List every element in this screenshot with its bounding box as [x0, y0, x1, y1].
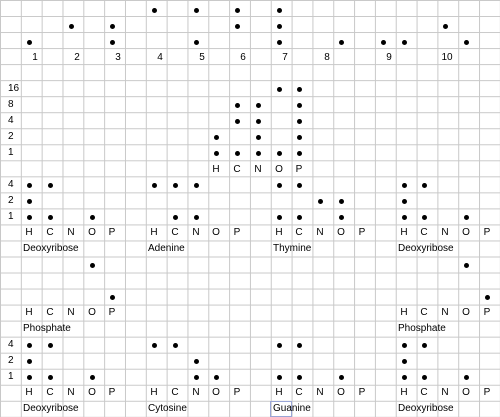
axis-letter: P [233, 227, 241, 238]
dot-marker [173, 215, 178, 220]
dot-marker [402, 40, 407, 45]
dot-marker [402, 343, 407, 348]
dot-marker [173, 183, 178, 188]
dot-marker [422, 343, 427, 348]
dot-marker [297, 119, 302, 124]
dot-marker [297, 375, 302, 380]
dot-marker [297, 135, 302, 140]
axis-letter: H [150, 387, 158, 398]
dot-marker [464, 263, 469, 268]
dot-marker [214, 151, 219, 156]
dot-marker [277, 215, 282, 220]
column-number: 6 [240, 52, 246, 63]
dot-marker [235, 103, 240, 108]
row-label: 1 [8, 211, 14, 222]
dot-marker [48, 375, 53, 380]
dot-marker [48, 183, 53, 188]
axis-letter: P [483, 387, 491, 398]
axis-letter: H [25, 227, 33, 238]
dot-marker [422, 375, 427, 380]
dot-marker [297, 215, 302, 220]
dot-marker [277, 151, 282, 156]
dot-marker [27, 375, 32, 380]
dot-marker [297, 183, 302, 188]
molecule-label-deoxyribose: Deoxyribose [398, 243, 454, 254]
dot-marker [90, 263, 95, 268]
dot-marker [214, 135, 219, 140]
dot-marker [27, 359, 32, 364]
dot-marker [464, 215, 469, 220]
dot-marker [339, 375, 344, 380]
axis-letter: P [358, 227, 366, 238]
dot-marker [110, 295, 115, 300]
row-label: 1 [8, 147, 14, 158]
dot-marker [235, 24, 240, 29]
axis-letter: C [46, 387, 54, 398]
axis-letter: C [233, 164, 241, 175]
row-label: 4 [8, 115, 14, 126]
axis-letter: P [358, 387, 366, 398]
axis-letter: O [337, 387, 345, 398]
dot-marker [152, 183, 157, 188]
row-label: 2 [8, 355, 14, 366]
dot-marker [69, 24, 74, 29]
axis-letter: H [25, 387, 33, 398]
molecule-label-phosphate: Phosphate [23, 323, 71, 334]
axis-letter: O [212, 227, 220, 238]
molecule-label-adenine: Adenine [148, 243, 185, 254]
axis-letter: H [275, 227, 283, 238]
dot-marker [422, 215, 427, 220]
axis-letter: C [171, 227, 179, 238]
axis-letter: P [233, 387, 241, 398]
dot-marker [27, 215, 32, 220]
dot-marker [464, 40, 469, 45]
dot-marker [443, 24, 448, 29]
dot-marker [194, 375, 199, 380]
dot-marker [235, 8, 240, 13]
dot-marker [277, 40, 282, 45]
axis-letter: C [46, 307, 54, 318]
axis-letter: C [171, 387, 179, 398]
dot-marker [110, 40, 115, 45]
axis-letter: N [316, 227, 324, 238]
axis-letter: C [420, 227, 428, 238]
axis-letter: O [88, 387, 96, 398]
dot-marker [402, 199, 407, 204]
dot-marker [381, 40, 386, 45]
axis-letter: P [483, 307, 491, 318]
axis-letter: O [462, 307, 470, 318]
axis-letter: N [316, 387, 324, 398]
dot-marker [194, 8, 199, 13]
dot-marker [277, 375, 282, 380]
molecule-label-guanine: Guanine [273, 403, 311, 414]
dot-marker [402, 375, 407, 380]
column-number: 9 [386, 52, 392, 63]
dot-marker [402, 215, 407, 220]
row-label: 4 [8, 179, 14, 190]
dot-marker [422, 183, 427, 188]
column-number: 1 [32, 52, 38, 63]
axis-letter: O [462, 387, 470, 398]
axis-letter: C [295, 227, 303, 238]
dot-marker [90, 375, 95, 380]
axis-letter: N [67, 307, 75, 318]
axis-letter: O [462, 227, 470, 238]
axis-letter: P [483, 227, 491, 238]
axis-letter: H [275, 387, 283, 398]
axis-letter: P [108, 307, 116, 318]
axis-letter: H [25, 307, 33, 318]
molecule-label-thymine: Thymine [273, 243, 312, 254]
molecule-label-deoxyribose: Deoxyribose [23, 243, 79, 254]
row-label: 2 [8, 195, 14, 206]
dot-marker [339, 40, 344, 45]
dot-marker [235, 151, 240, 156]
dot-marker [152, 8, 157, 13]
axis-letter: N [441, 227, 449, 238]
dot-marker [297, 151, 302, 156]
dot-marker [48, 343, 53, 348]
axis-letter: C [295, 387, 303, 398]
dot-marker [402, 359, 407, 364]
dot-marker [173, 343, 178, 348]
dot-marker [214, 375, 219, 380]
axis-letter: H [400, 387, 408, 398]
column-number: 4 [157, 52, 163, 63]
dot-marker [194, 359, 199, 364]
dot-marker [110, 24, 115, 29]
dot-marker [339, 199, 344, 204]
row-label: 4 [8, 339, 14, 350]
axis-letter: N [67, 387, 75, 398]
axis-letter: N [441, 387, 449, 398]
axis-letter: P [108, 227, 116, 238]
axis-letter: O [88, 307, 96, 318]
dot-marker [277, 87, 282, 92]
dot-marker [402, 183, 407, 188]
dot-marker [27, 183, 32, 188]
dot-marker [256, 135, 261, 140]
axis-letter: N [254, 164, 262, 175]
axis-letter: P [108, 387, 116, 398]
axis-letter: O [337, 227, 345, 238]
axis-letter: H [150, 227, 158, 238]
dot-marker [235, 119, 240, 124]
axis-letter: N [441, 307, 449, 318]
dot-marker [90, 215, 95, 220]
column-number: 3 [115, 52, 121, 63]
axis-letter: O [275, 164, 283, 175]
column-number: 10 [441, 52, 453, 63]
axis-letter: H [212, 164, 220, 175]
axis-letter: C [420, 307, 428, 318]
axis-letter: P [295, 164, 303, 175]
dot-marker [318, 199, 323, 204]
column-number: 5 [199, 52, 205, 63]
dot-marker [194, 215, 199, 220]
axis-letter: O [88, 227, 96, 238]
dot-marker [277, 343, 282, 348]
dot-marker [194, 40, 199, 45]
column-number: 7 [282, 52, 288, 63]
dot-marker [464, 375, 469, 380]
dot-marker [48, 215, 53, 220]
axis-letter: H [400, 227, 408, 238]
molecule-label-deoxyribose: Deoxyribose [398, 403, 454, 414]
axis-letter: H [400, 307, 408, 318]
row-label: 1 [8, 371, 14, 382]
axis-letter: N [192, 227, 200, 238]
dot-marker [297, 87, 302, 92]
row-label: 16 [8, 83, 20, 94]
dot-marker [339, 215, 344, 220]
molecule-label-cytosine: Cytosine [148, 403, 187, 414]
molecule-label-deoxyribose: Deoxyribose [23, 403, 79, 414]
dot-marker [297, 343, 302, 348]
column-number: 8 [324, 52, 330, 63]
dot-marker [277, 24, 282, 29]
dot-marker [256, 119, 261, 124]
dot-marker [27, 40, 32, 45]
axis-letter: N [67, 227, 75, 238]
row-label: 8 [8, 99, 14, 110]
dot-marker [277, 183, 282, 188]
dot-marker [297, 103, 302, 108]
dot-marker [277, 8, 282, 13]
dot-marker [485, 295, 490, 300]
molecule-label-phosphate: Phosphate [398, 323, 446, 334]
dot-marker [256, 103, 261, 108]
row-label: 2 [8, 131, 14, 142]
column-number: 2 [74, 52, 80, 63]
axis-letter: C [420, 387, 428, 398]
axis-letter: O [212, 387, 220, 398]
dot-marker [194, 183, 199, 188]
dot-marker [152, 343, 157, 348]
dot-marker [27, 343, 32, 348]
dot-marker [27, 199, 32, 204]
axis-letter: C [46, 227, 54, 238]
axis-letter: N [192, 387, 200, 398]
dot-marker [256, 151, 261, 156]
